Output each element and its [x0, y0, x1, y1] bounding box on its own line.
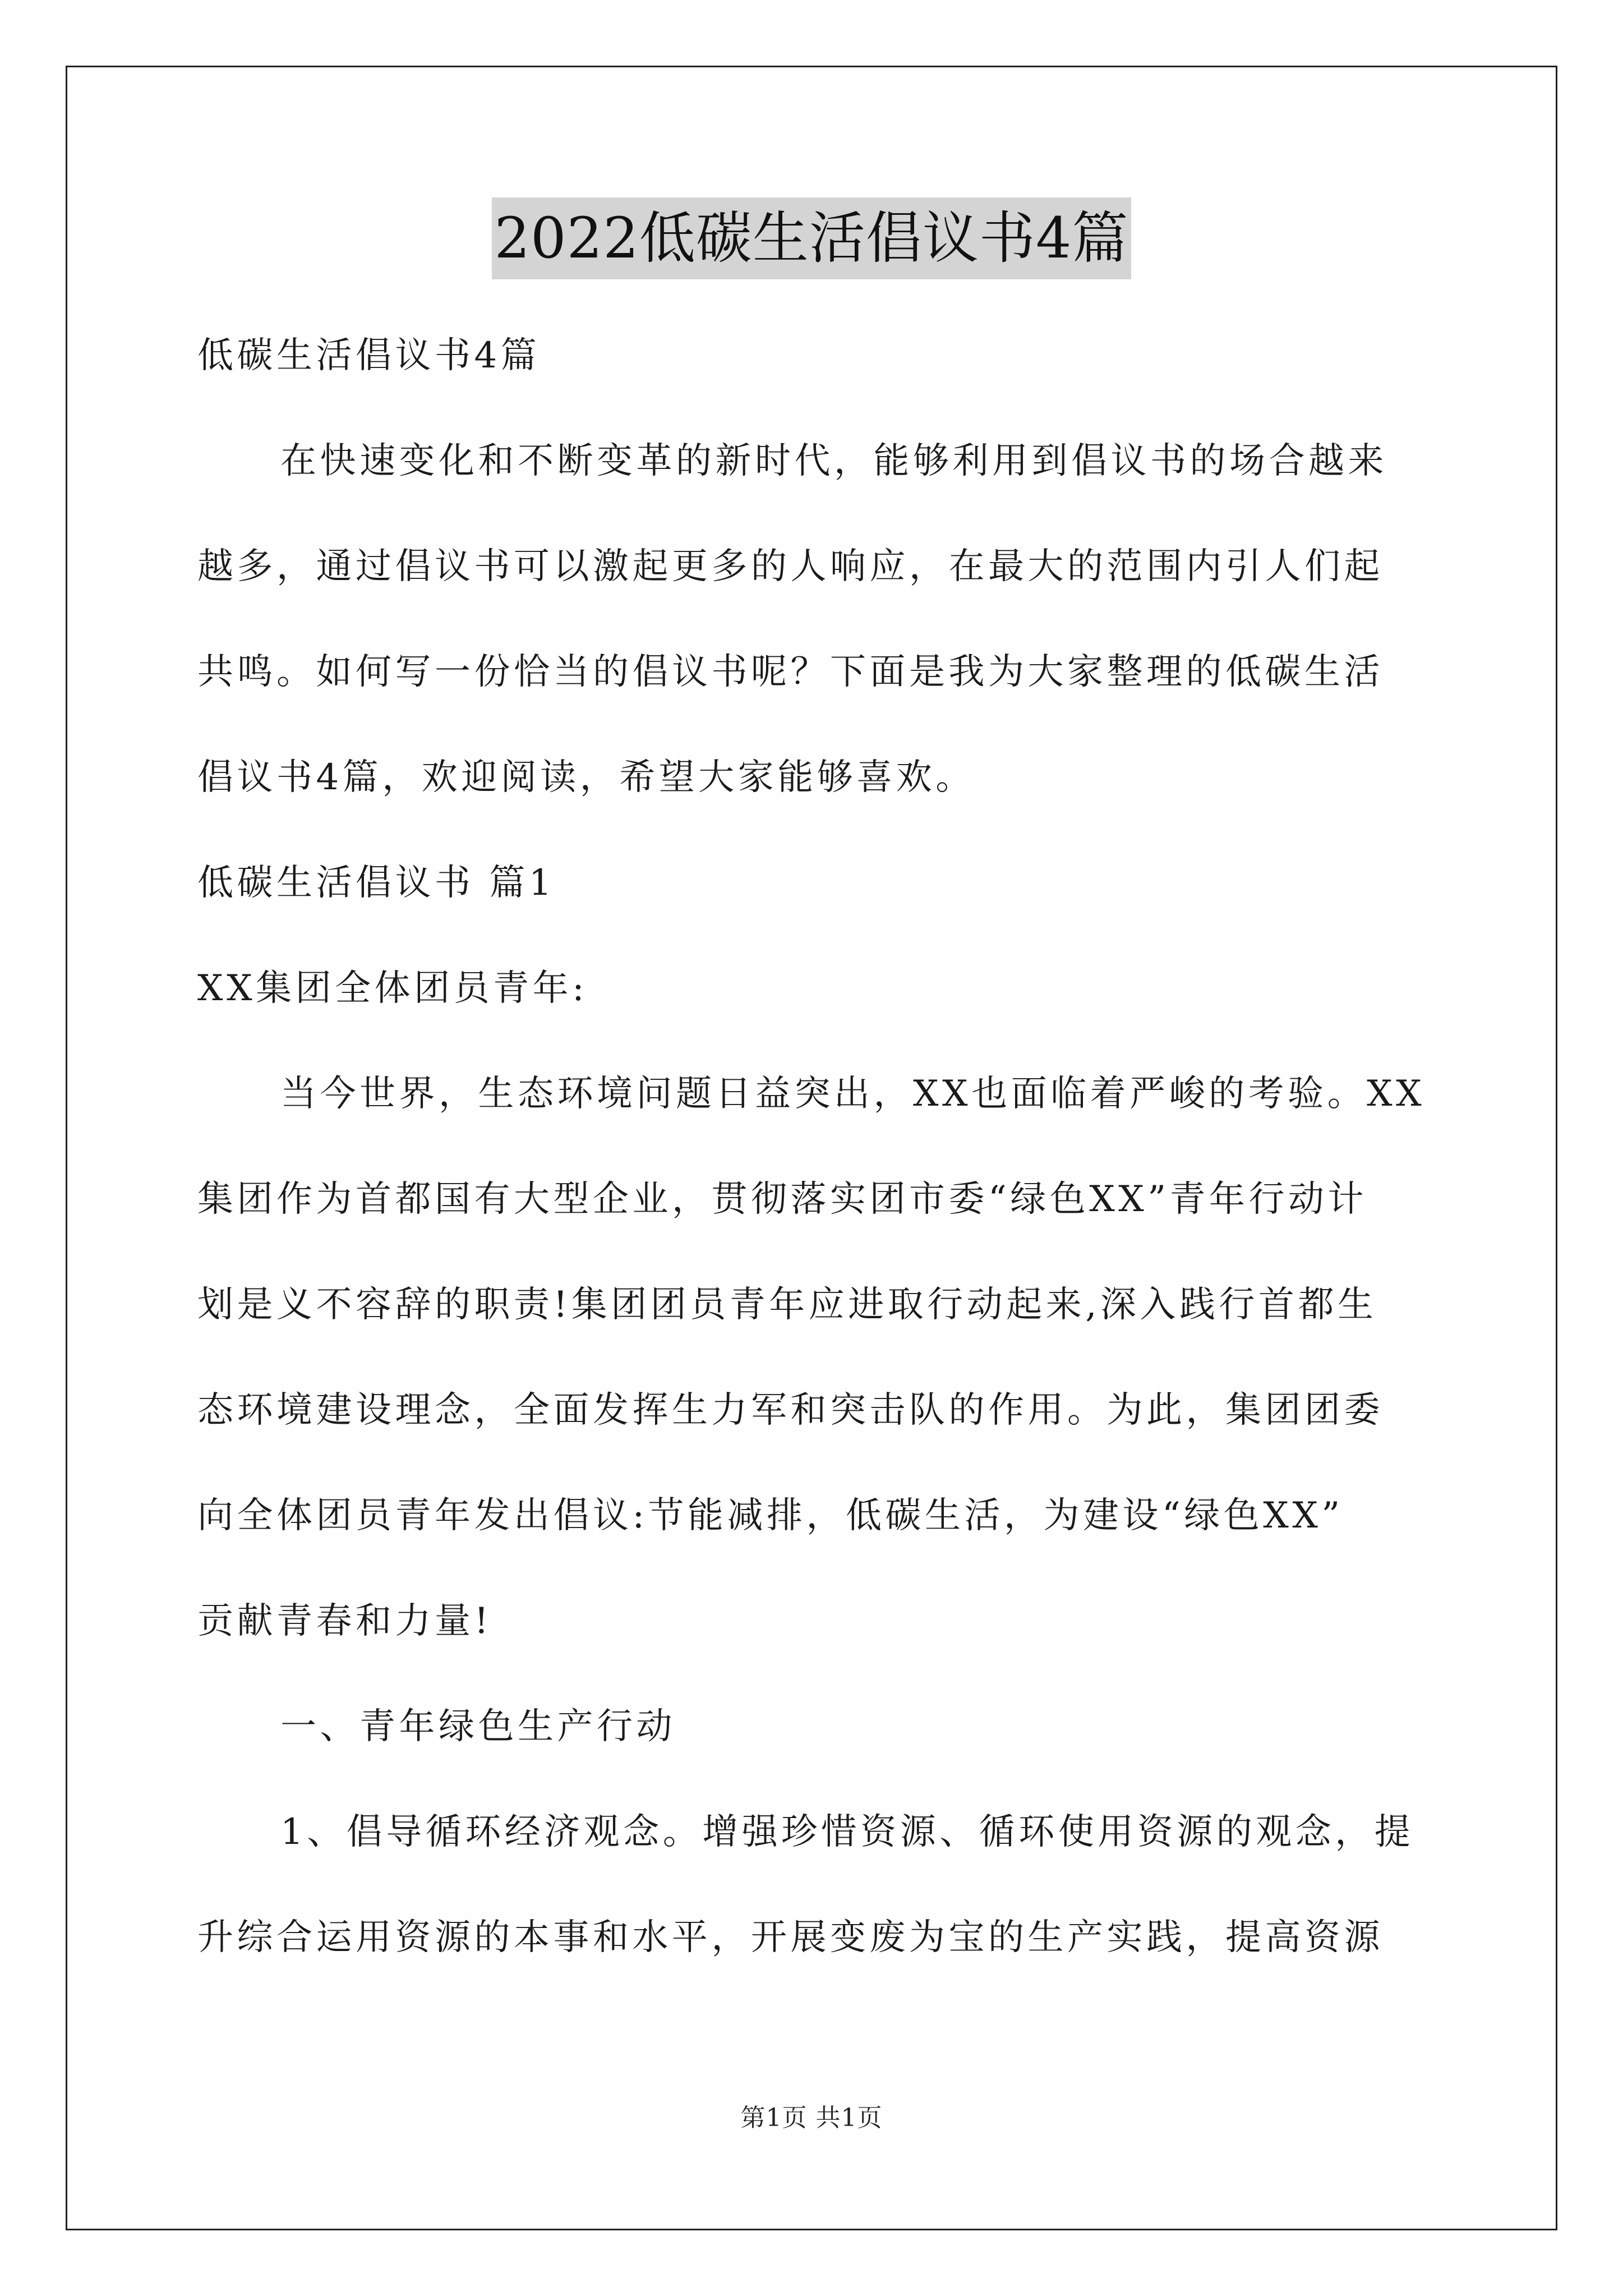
- text-line: 越多，通过倡议书可以激起更多的人响应，在最大的范围内引人们起: [197, 546, 1384, 587]
- text-line: XX集团全体团员青年:: [197, 968, 588, 1009]
- document-body: [197, 303, 1431, 1990]
- document-title: 2022低碳生活倡议书4篇: [492, 197, 1131, 279]
- text-line: 共鸣。如何写一份恰当的倡议书呢？下面是我为大家整理的低碳生活: [197, 651, 1384, 693]
- text-line: 划是义不容辞的职责!集团团员青年应进取行动起来,深入践行首都生: [197, 1284, 1377, 1326]
- title-wrap: [0, 197, 1623, 279]
- text-line: 在快速变化和不断变革的新时代，能够利用到倡议书的场合越来: [280, 440, 1387, 482]
- page-footer: 第1页 共1页: [740, 2104, 883, 2132]
- text-line: 低碳生活倡议书 篇1: [197, 862, 556, 904]
- text-line: 一、青年绿色生产行动: [280, 1706, 676, 1747]
- text-line: 贡献青春和力量!: [197, 1600, 492, 1642]
- text-line: 态环境建设理念，全面发挥生力军和突击队的作用。为此，集团团委: [197, 1389, 1384, 1431]
- text-line: 低碳生活倡议书4篇: [197, 335, 541, 376]
- text-line: 1、倡导循环经济观念。增强珍惜资源、循环使用资源的观念，提: [280, 1811, 1414, 1853]
- text-line: 升综合运用资源的本事和水平，开展变废为宝的生产实践，提高资源: [197, 1917, 1384, 1958]
- text-line: 向全体团员青年发出倡议:节能减排，低碳生活，为建设“绿色XX”: [197, 1495, 1344, 1536]
- text-line: 集团作为首都国有大型企业，贯彻落实团市委“绿色XX”青年行动计: [197, 1179, 1368, 1220]
- text-line: 倡议书4篇，欢迎阅读，希望大家能够喜欢。: [197, 757, 975, 798]
- text-line: 当今世界，生态环境问题日益突出，XX也面临着严峻的考验。XX: [280, 1073, 1426, 1115]
